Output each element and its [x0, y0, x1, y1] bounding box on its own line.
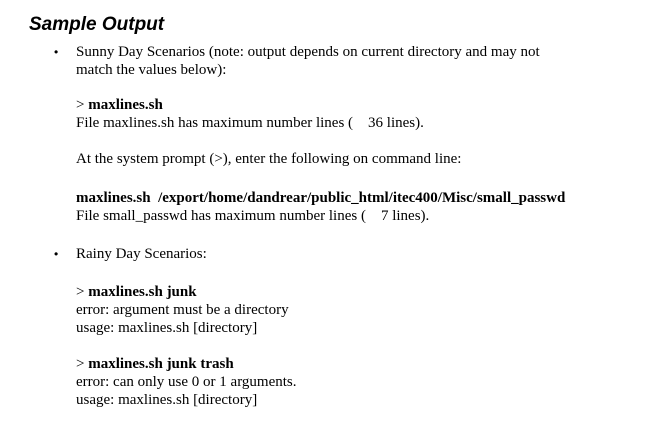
rainy-usage-2: usage: maxlines.sh [directory] — [76, 392, 258, 408]
sunny-output-2: File small_passwd has maximum number lines ( 7 lines). — [76, 208, 430, 224]
command-text: maxlines.sh junk — [88, 284, 197, 300]
sunny-output-1: File maxlines.sh has maximum number lines ( 36 lines). — [76, 115, 424, 131]
prompt-symbol: > — [76, 356, 89, 372]
sunny-command-1 — [76, 96, 163, 114]
rainy-command-2 — [76, 355, 234, 373]
sunny-command-2: maxlines.sh /export/home/dandrear/public_html/itec400/Misc/small_passwd — [76, 190, 566, 206]
command-text: maxlines.sh — [88, 97, 163, 113]
sunny-intro-line-1: Sunny Day Scenarios (note: output depends on current directory and may not — [76, 44, 540, 60]
section-heading: Sample Output — [29, 14, 165, 35]
prompt-symbol: > — [76, 284, 89, 300]
sunny-intro-line-2: match the values below): — [76, 62, 227, 78]
rainy-error-2: error: can only use 0 or 1 arguments. — [76, 374, 297, 390]
bullet-icon: • — [54, 45, 59, 59]
rainy-intro: Rainy Day Scenarios: — [76, 246, 207, 262]
sunny-instruction: At the system prompt (>), enter the following on command line: — [76, 151, 462, 167]
command-text: maxlines.sh junk trash — [88, 356, 234, 372]
rainy-error-1: error: argument must be a directory — [76, 302, 289, 318]
rainy-command-1 — [76, 283, 197, 301]
prompt-symbol: > — [76, 97, 89, 113]
rainy-usage-1: usage: maxlines.sh [directory] — [76, 320, 258, 336]
bullet-icon: • — [54, 247, 59, 261]
